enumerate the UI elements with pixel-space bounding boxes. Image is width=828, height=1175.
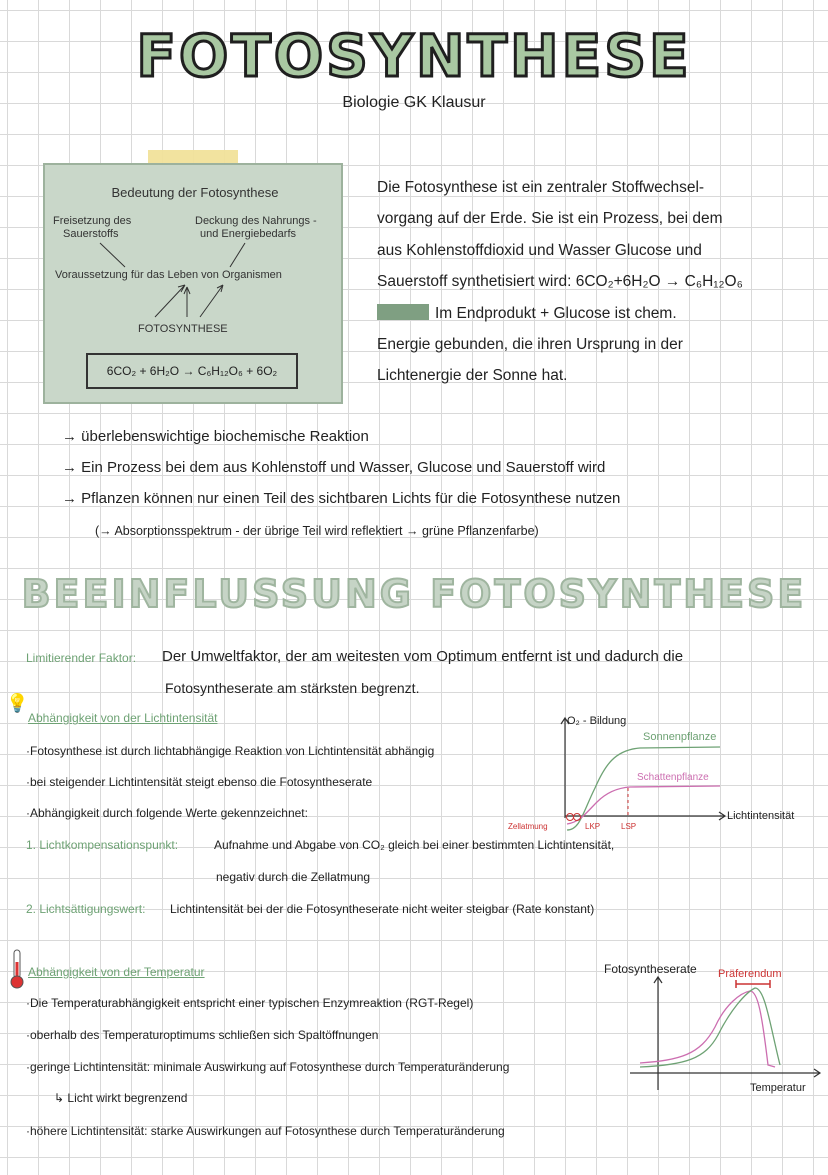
temp-line-2: ·oberhalb des Temperaturoptimums schließen sich Spaltöffnungen <box>26 1028 379 1042</box>
label-food-1: Deckung des Nahrungs - <box>195 215 317 227</box>
lkp-text: Aufnahme und Abgabe von CO₂ gleich bei einer bestimmten Lichtintensität, <box>214 838 615 852</box>
formula-box: 6CO₂ + 6H₂O → C₆H₁₂O₆ + 6O₂ <box>86 353 298 389</box>
section-title: BEEINFLUSSUNG FOTOSYNTHESE <box>21 572 807 616</box>
shade-plant-curve <box>567 786 720 824</box>
lkp-marker-label: LKP <box>585 822 601 831</box>
resp-marker-2 <box>574 814 581 821</box>
sun-plant-curve <box>567 747 720 830</box>
light-graph <box>505 710 810 840</box>
diagram-title: Bedeutung der Fotosynthese <box>111 185 279 200</box>
light-line-2: ·bei steigender Lichtintensität steigt ebenso die Fotosyntheserate <box>26 775 373 789</box>
temp-graph <box>600 955 825 1095</box>
lkp-text-2: negativ durch die Zellatmung <box>216 870 371 884</box>
label-oxygen-2: Sauerstoffs <box>63 228 119 240</box>
light-y-label: O₂ - Bildung <box>567 715 627 727</box>
label-prerequisite: Voraussetzung für das Leben von Organismen <box>55 269 282 281</box>
temp-line-3b: ↳ Licht wirkt begrenzend <box>54 1091 188 1105</box>
sun-label: Sonnenpflanze <box>643 731 717 743</box>
intro-line-1: Die Fotosynthese ist ein zentraler Stoffwechsel- <box>377 179 705 196</box>
lsw-text: Lichtintensität bei der die Fotosyntheserate nicht weiter steigbar (Rate konstant) <box>170 902 595 916</box>
limit-text-2: Fotosyntheserate am stärksten begrenzt. <box>165 680 420 696</box>
bullet-2: → Ein Prozess bei dem aus Kohlenstoff und Wasser, Glucose und Sauerstoff wird <box>62 459 606 476</box>
light-line-3: ·Abhängigkeit durch folgende Werte gekennzeichnet: <box>26 806 308 820</box>
intro-line-7: Lichtenergie der Sonne hat. <box>377 367 568 385</box>
subtitle: Biologie GK Klausur <box>342 94 486 111</box>
highlight-mark <box>377 304 429 320</box>
limit-text-1: Der Umweltfaktor, der am weitesten vom Optimum entfernt ist und dadurch die <box>162 648 684 665</box>
lsw-label: 2. Lichtsättigungswert: <box>26 902 146 916</box>
temp-heading: Abhängigkeit von der Temperatur <box>28 965 205 979</box>
thermometer-icon <box>8 948 26 990</box>
limit-label: Limitierender Faktor: <box>26 651 137 665</box>
page-title: FOTOSYNTHESE <box>136 22 692 90</box>
bullet-3-note: (→ Absorptionsspektrum - der übrige Teil wird reflektiert → grüne Pflanzenfarbe) <box>95 524 539 538</box>
light-line-1: ·Fotosynthese ist durch lichtabhängige Reaktion von Lichtintensität abhängig <box>26 744 435 758</box>
temp-line-3: ·geringe Lichtintensität: minimale Auswirkung auf Fotosynthese durch Temperaturänderung <box>26 1060 510 1074</box>
pref-label: Präferendum <box>718 968 782 980</box>
lsp-label: LSP <box>621 822 637 831</box>
light-x-label: Lichtintensität <box>727 810 795 822</box>
label-food-2: und Energiebedarfs <box>200 228 297 240</box>
intro-line-2: vorgang auf der Erde. Sie ist ein Prozess, bei dem <box>377 210 723 228</box>
temp-line-1: ·Die Temperaturabhängigkeit entspricht einer typischen Enzymreaktion (RGT-Regel) <box>26 996 474 1010</box>
temp-y-label: Fotosyntheserate <box>604 962 697 976</box>
intro-line-6: Energie gebunden, die ihren Ursprung in der <box>377 336 683 354</box>
temp-line-4: ·höhere Lichtintensität: starke Auswirkungen auf Fotosynthese durch Temperaturänderung <box>26 1124 505 1138</box>
lightbulb-icon: 💡 <box>6 693 29 713</box>
bullet-1: → überlebenswichtige biochemische Reaktion <box>62 428 369 445</box>
label-center: FOTOSYNTHESE <box>138 323 228 335</box>
label-oxygen-1: Freisetzung des <box>53 215 132 227</box>
resp-marker-1 <box>567 814 574 821</box>
light-heading: Abhängigkeit von der Lichtintensität <box>28 711 218 725</box>
temp-x-label: Temperatur <box>750 1082 806 1094</box>
intro-line-5: Im Endprodukt + Glucose ist chem. <box>435 304 677 322</box>
bullet-3: → Pflanzen können nur einen Teil des sichtbaren Lichts für die Fotosynthese nutzen <box>62 490 621 507</box>
intro-line-4: Sauerstoff synthetisiert wird: 6CO₂+6H₂O → C₆H₁₂O₆ <box>377 273 743 291</box>
intro-line-5-wrap <box>377 298 807 329</box>
diagram-box <box>43 163 343 404</box>
lkp-label: 1. Lichtkompensationspunkt: <box>26 838 179 852</box>
resp-label: Zellatmung <box>508 822 548 831</box>
temp-curve-green <box>640 988 780 1067</box>
shade-label: Schattenpflanze <box>637 772 709 783</box>
intro-paragraph <box>377 172 807 392</box>
temp-curve-pink <box>640 991 775 1067</box>
intro-line-3: aus Kohlenstoffdioxid und Wasser Glucose und <box>377 241 702 259</box>
pref-bracket <box>736 980 770 988</box>
